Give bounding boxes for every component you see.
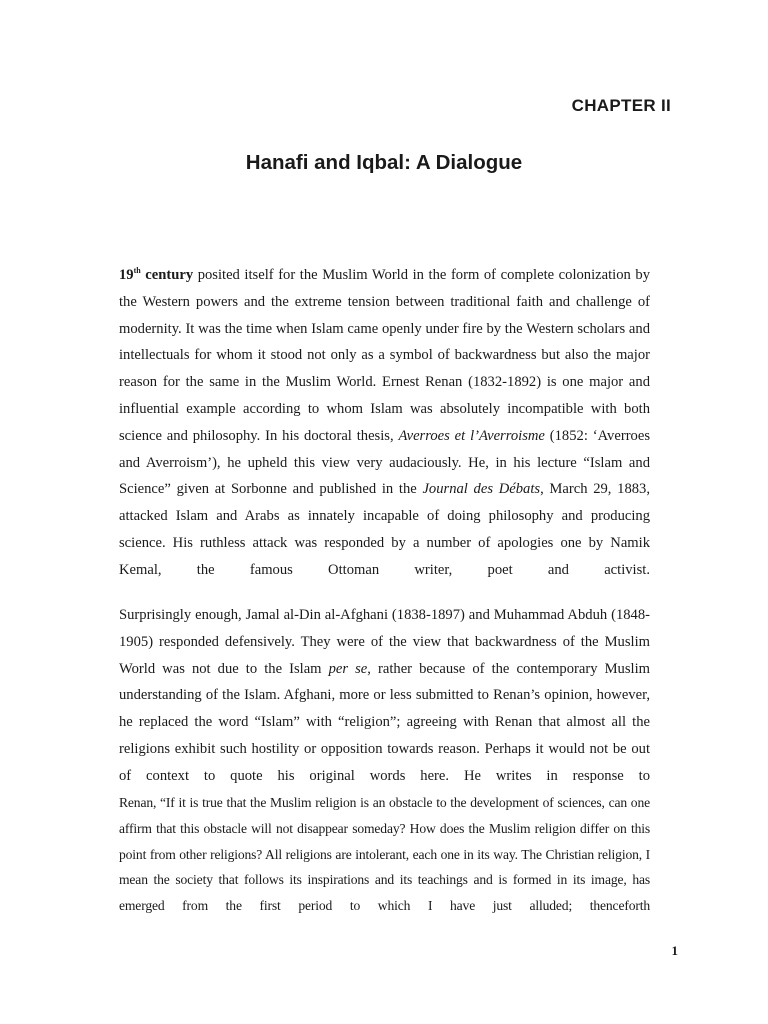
paragraph-1-text-c: , March 29, 1883, attacked Islam and Arabs as innately incapable of doing philosophy and producing science. His ruthless attack was responded by a number of apologies one by Namik Kemal, the famous Ottoman writer, poet and activist.	[119, 481, 651, 578]
lead-century-number: 19	[119, 267, 134, 283]
paragraph-1	[119, 262, 650, 584]
paragraph-2-text-a: Surprisingly enough, Jamal al-Din al-Afghani (1838-1897) and Muhammad Abduh (1848-1905) responded defensively. They were of the view that backwardness of the Muslim World was not due to the Islam	[119, 607, 650, 677]
lead-century-suffix: th	[133, 266, 141, 276]
paragraph-1-italic-title: Averroes et l’Averroisme	[398, 427, 545, 444]
chapter-title: Hanafi and Iqbal: A Dialogue	[245, 151, 523, 174]
quotation-text: Renan, “If it is true that the Muslim religion is an obstacle to the development of sciences, can one affirm that this obstacle will not disappear someday? How does the Muslim religion differ on this point from other religions? All religions are intolerant, each one in its way. The Christian religion, I mean the society that follows its inspirations and its teachings and is formed in its image, has emerged from the first period to which I have just alluded; thenceforth	[119, 795, 650, 914]
paragraph-1-italic-journal: Journal des Débats	[422, 481, 541, 498]
paragraph-2-italic: per se	[328, 660, 368, 677]
paragraph-2	[119, 602, 650, 790]
paragraph-1-text-b: (1852: ‘Averroes and Averroism’), he upheld this view very audaciously. He, in his lecture “Islam and Science” given at Sorbonne and published in the	[119, 427, 651, 498]
page-number: 1	[671, 943, 678, 958]
paragraph-1-text-a: posited itself for the Muslim World in the form of complete colonization by the Western powers and the extreme tension between traditional faith and challenge of modernity. It was the time when Islam came openly under fire by the Western scholars and intellectuals for whom it stood not only as a symbol of backwardness but also the major reason for the same in the Muslim World. Ernest Renan (1832-1892) is one major and influential example according to whom Islam was absolutely incompatible with both science and philosophy. In his doctoral thesis,	[119, 267, 650, 444]
lead-century-word: century	[140, 267, 194, 283]
paragraph-2-text-b: , rather because of the contemporary Muslim understanding of the Islam. Afghani, more or less submitted to Renan’s opinion, however, he replaced the word “Islam” with “religion”; agreeing with Renan that almost all the religions exhibit such hostility or opposition towards reason. Perhaps it would not be out of context to quote his original words here. He writes in response to	[119, 660, 650, 784]
chapter-heading: CHAPTER II	[571, 96, 671, 115]
quotation-block	[119, 790, 650, 919]
